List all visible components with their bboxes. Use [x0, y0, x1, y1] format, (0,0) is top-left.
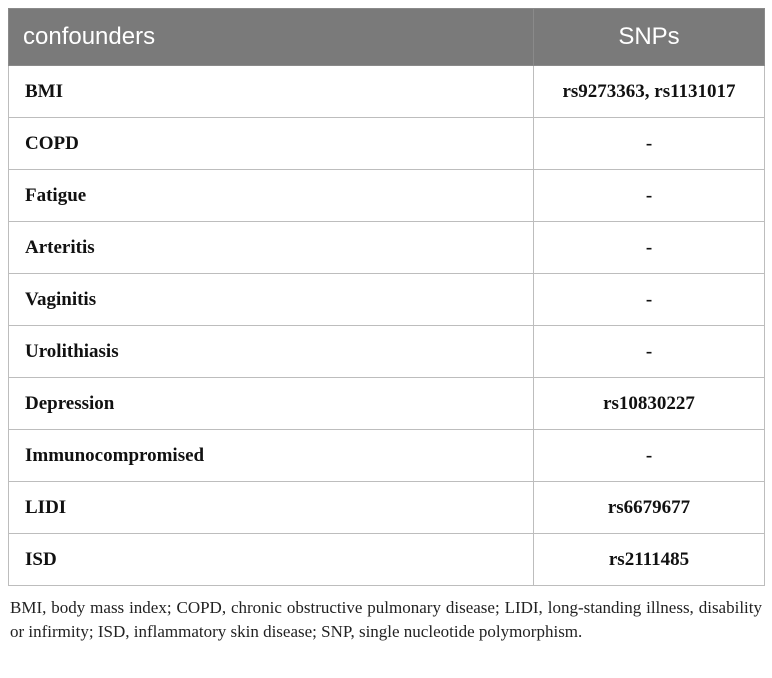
snp-cell: - — [534, 222, 765, 274]
table-row — [9, 482, 765, 534]
snp-cell: - — [534, 118, 765, 170]
snp-cell: - — [534, 274, 765, 326]
table-row — [9, 534, 765, 586]
header-snps: SNPs — [534, 9, 765, 66]
table-footnote: BMI, body mass index; COPD, chronic obstructive pulmonary disease; LIDI, long-standing illness, disability or infirmity; ISD, inflammatory skin disease; SNP, single nucleotide polymorphism. — [10, 598, 762, 641]
table-row — [9, 274, 765, 326]
confounders-table — [8, 8, 765, 586]
snp-cell: rs10830227 — [534, 378, 765, 430]
table-row — [9, 326, 765, 378]
table-row — [9, 66, 765, 118]
header-row — [9, 9, 765, 66]
snp-cell: rs2111485 — [534, 534, 765, 586]
snp-cell: rs9273363, rs1131017 — [534, 66, 765, 118]
confounder-cell: LIDI — [9, 482, 534, 534]
confounder-cell: ISD — [9, 534, 534, 586]
snp-cell: - — [534, 170, 765, 222]
table-row — [9, 170, 765, 222]
table-row — [9, 378, 765, 430]
snp-cell: - — [534, 326, 765, 378]
confounders-table-container — [8, 8, 764, 586]
table-header — [9, 9, 765, 66]
confounder-cell: COPD — [9, 118, 534, 170]
header-confounders: confounders — [9, 9, 534, 66]
confounder-cell: Vaginitis — [9, 274, 534, 326]
snp-cell: - — [534, 430, 765, 482]
confounder-cell: Depression — [9, 378, 534, 430]
confounder-cell: BMI — [9, 66, 534, 118]
table-row — [9, 430, 765, 482]
confounder-cell: Urolithiasis — [9, 326, 534, 378]
table-row — [9, 118, 765, 170]
table-body — [9, 66, 765, 586]
snp-cell: rs6679677 — [534, 482, 765, 534]
confounder-cell: Arteritis — [9, 222, 534, 274]
confounder-cell: Fatigue — [9, 170, 534, 222]
table-row — [9, 222, 765, 274]
confounder-cell: Immunocompromised — [9, 430, 534, 482]
